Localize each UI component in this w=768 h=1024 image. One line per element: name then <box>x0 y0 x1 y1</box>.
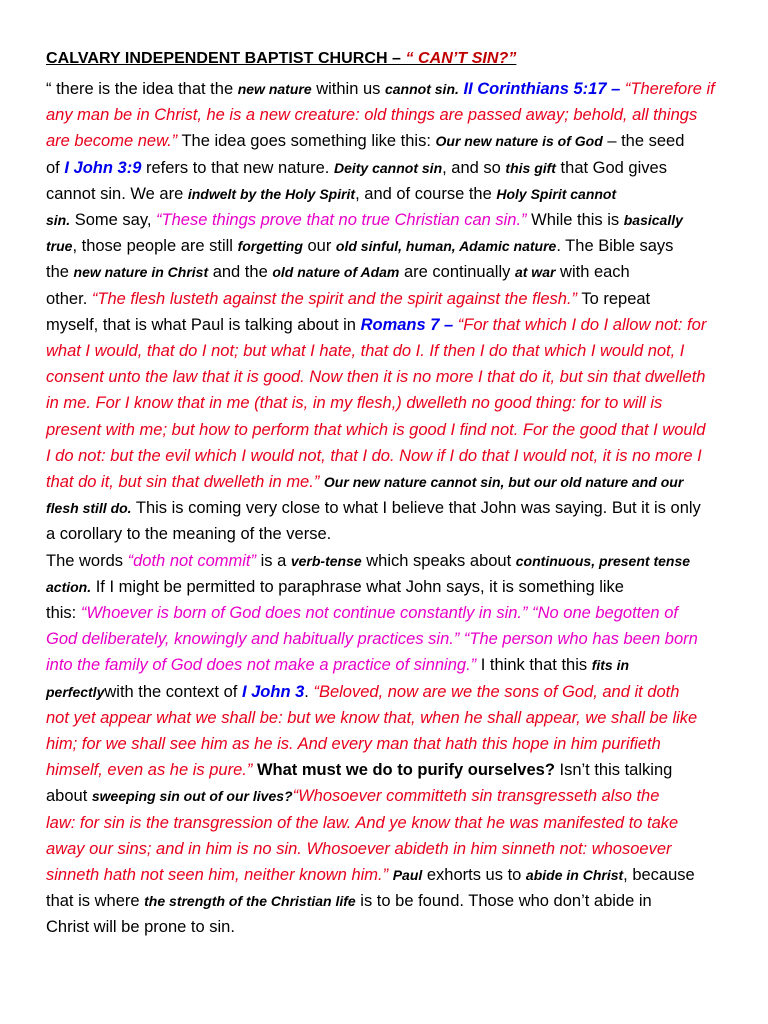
text-line <box>46 679 679 705</box>
body-text-run: is to be found. Those who don’t abide in <box>355 892 652 911</box>
quotation-text: that do it, but sin that dwelleth in me.” <box>46 473 320 491</box>
text-line <box>46 181 616 207</box>
quotation-text: consent unto the law that it is good. Now then it is no more I that do it, but sin that dwelleth <box>46 368 706 387</box>
quotation-text: law: for sin is the transgression of the law. And ye know that he was manifested to take <box>46 813 679 832</box>
text-line <box>46 652 629 678</box>
quotation-text: what I would, that do I not; but what I hate, that do I. If then I do that which I would not, I <box>46 342 685 360</box>
scripture-reference: Romans 7 – <box>360 315 454 334</box>
body-text-run: , and so <box>442 158 506 177</box>
quotation-text: I do not: but the evil which I would not, that I do. Now if I do that I would not, it is no more I <box>46 446 702 465</box>
emphasis-text: new nature <box>237 81 312 97</box>
emphasis-text: sin. <box>46 212 71 228</box>
quotation-text: any man be in Christ, he is a new creature: old things are passed away; behold, all things <box>46 106 698 125</box>
quotation-text: away our sins; and in him is no sin. Whosoever abideth in him sinneth not: whosoever <box>46 839 672 858</box>
quotation-text: “Whosoever committeth sin transgresseth also the <box>292 787 660 806</box>
emphasis-text: sweeping sin out of our lives? <box>91 788 293 805</box>
text-line <box>46 155 667 181</box>
emphasis-text: true <box>46 238 73 255</box>
body-text-run: with the context of <box>104 682 242 701</box>
quotation-text: “Therefore if <box>620 80 715 98</box>
text-line <box>46 286 650 312</box>
body-text-run: . The Bible says <box>556 237 674 256</box>
text-line <box>46 548 690 574</box>
body-text-run: with each <box>555 263 630 282</box>
text-line <box>46 495 701 521</box>
text-line <box>46 128 684 154</box>
text-line <box>46 207 683 233</box>
text-line <box>46 862 695 888</box>
body-text-run: Christ will be prone to sin. <box>46 918 235 937</box>
emphasis-text: abide in Christ <box>525 867 624 883</box>
text-line <box>46 259 630 285</box>
body-text-run: our <box>302 237 336 256</box>
quotation-text: into the family of God does not make a practice of sinning.” <box>46 656 477 675</box>
text-line <box>46 914 235 940</box>
text-line <box>46 810 678 836</box>
body-text-run: The idea goes something like this: <box>177 132 436 151</box>
emphasis-text: fits in <box>591 657 630 674</box>
text-line <box>46 469 683 495</box>
emphasis-text: this gift <box>505 159 556 176</box>
emphasis-text: at war <box>514 264 556 281</box>
text-line <box>46 574 624 600</box>
body-text-run: this: <box>46 604 81 622</box>
quotation-text: him; for we shall see him as he is. And every man that hath this hope in him purifieth <box>46 735 661 753</box>
body-text-run: about <box>46 787 92 806</box>
emphasis-text: Holy Spirit cannot <box>496 185 617 202</box>
body-text-run: , and of course the <box>355 184 497 203</box>
emphasis-text: What must we do to purify ourselves? <box>256 761 555 780</box>
quotation-text: sinneth hath not seen him, neither known him.” <box>46 866 389 884</box>
heading-topic: “ CAN’T SIN?” <box>405 50 517 67</box>
text-line <box>46 836 672 862</box>
body-text-run: , because <box>623 866 695 884</box>
body-text-run: the <box>46 263 74 282</box>
quotation-text: “Beloved, now are we the sons of God, and it doth <box>313 682 680 701</box>
emphasis-text: forgetting <box>237 238 303 255</box>
quotation-text: present with me; but how to perform that which is good I find not. For the good that I would <box>46 420 706 439</box>
body-text-run: which speaks about <box>361 551 516 570</box>
emphasis-text: old nature of Adam <box>272 264 400 281</box>
emphasis-text: Our new nature cannot sin, but our old nature and our <box>323 474 684 490</box>
emphasis-text: cannot sin. <box>384 81 459 97</box>
text-line <box>46 390 662 416</box>
text-line <box>46 76 715 102</box>
quotation-text: are become new.” <box>46 132 178 151</box>
heading-church-name: CALVARY INDEPENDENT BAPTIST CHURCH – <box>46 50 406 67</box>
body-text-run: within us <box>311 80 385 98</box>
quotation-text: “Whoever is born of God does not continue constantly in sin.” “No one begotten of <box>80 604 678 622</box>
emphasis-text: the strength of the Christian life <box>144 893 356 910</box>
body-text-run: Isn’t this talking <box>554 761 673 780</box>
text-line <box>46 888 652 914</box>
body-text-run: “ there is the idea that the <box>46 80 238 98</box>
quotation-text: himself, even as he is pure.” <box>46 761 253 780</box>
body-text-run: a corollary to the meaning of the verse. <box>46 525 332 544</box>
body-text-run: are continually <box>399 263 515 282</box>
text-line <box>46 731 661 757</box>
scripture-reference: II Corinthians 5:17 – <box>463 80 621 98</box>
body-text-run: is a <box>256 551 291 570</box>
emphasis-text: continuous, present tense <box>515 552 691 569</box>
scripture-reference: I John 3:9 <box>64 158 142 177</box>
text-line <box>46 705 697 731</box>
emphasis-text: perfectly <box>46 683 105 700</box>
emphasis-text: indwelt by the Holy Spirit <box>187 185 356 202</box>
quotation-text: God deliberately, knowingly and habitually practices sin.” “The person who has been born <box>46 630 698 649</box>
body-text-run: myself, that is what Paul is talking about in <box>46 315 361 334</box>
text-line <box>46 783 659 809</box>
emphasis-text: Our new nature is of God <box>435 133 603 150</box>
text-line <box>46 521 331 547</box>
emphasis-text: action. <box>46 578 92 595</box>
body-text-run: If I might be permitted to paraphrase what John says, it is something like <box>91 577 624 596</box>
body-text-run: Some say, <box>70 211 157 229</box>
body-text-run: that is where <box>46 892 145 911</box>
quotation-text: “These things prove that no true Christian can sin.” <box>156 211 527 229</box>
body-text-run: , those people are still <box>72 237 238 256</box>
quotation-text: “The flesh lusteth against the spirit and the spirit against the flesh.” <box>91 289 578 308</box>
text-line <box>46 417 705 443</box>
body-text-run: – the seed <box>602 132 685 151</box>
text-line <box>46 757 672 783</box>
text-line <box>46 600 678 626</box>
body-text-run: cannot sin. We are <box>46 184 188 203</box>
quotation-text: “For that which I do I allow not: for <box>453 315 707 334</box>
document-heading <box>46 50 516 68</box>
text-line <box>46 312 706 338</box>
body-text-run: To repeat <box>577 289 651 308</box>
body-text-run: refers to that new nature. <box>141 158 334 177</box>
body-text-run: exhorts us to <box>422 866 526 884</box>
emphasis-text: Deity cannot sin <box>333 159 443 176</box>
body-text-run: other. <box>46 289 92 308</box>
body-text-run: While this is <box>526 211 624 229</box>
emphasis-text: verb-tense <box>290 552 362 569</box>
scripture-reference: I John 3 <box>241 682 305 701</box>
text-line <box>46 626 698 652</box>
body-text-run: that God gives <box>555 158 667 177</box>
body-text-run: This is coming very close to what I believe that John was saying. But it is only <box>131 499 701 518</box>
body-text-run: of <box>46 158 65 177</box>
text-line <box>46 443 702 469</box>
text-line <box>46 233 673 259</box>
emphasis-text: new nature in Christ <box>73 264 209 281</box>
text-line <box>46 102 697 128</box>
quotation-text: “doth not commit” <box>127 551 256 570</box>
emphasis-text: flesh still do. <box>46 500 132 517</box>
emphasis-text: basically <box>623 212 683 228</box>
text-line <box>46 364 705 390</box>
text-line <box>46 338 684 364</box>
emphasis-text: Paul <box>392 867 423 883</box>
body-text-run: I think that this <box>476 656 592 675</box>
body-text-run: The words <box>46 551 128 570</box>
quotation-text: in me. For I know that in me (that is, in my flesh,) dwelleth no good thing: for to will is <box>46 394 663 413</box>
body-text-run: and the <box>208 263 273 282</box>
body-text-run: . <box>304 682 314 701</box>
emphasis-text: old sinful, human, Adamic nature <box>335 238 557 255</box>
quotation-text: not yet appear what we shall be: but we know that, when he shall appear, we shall be like <box>46 708 698 727</box>
